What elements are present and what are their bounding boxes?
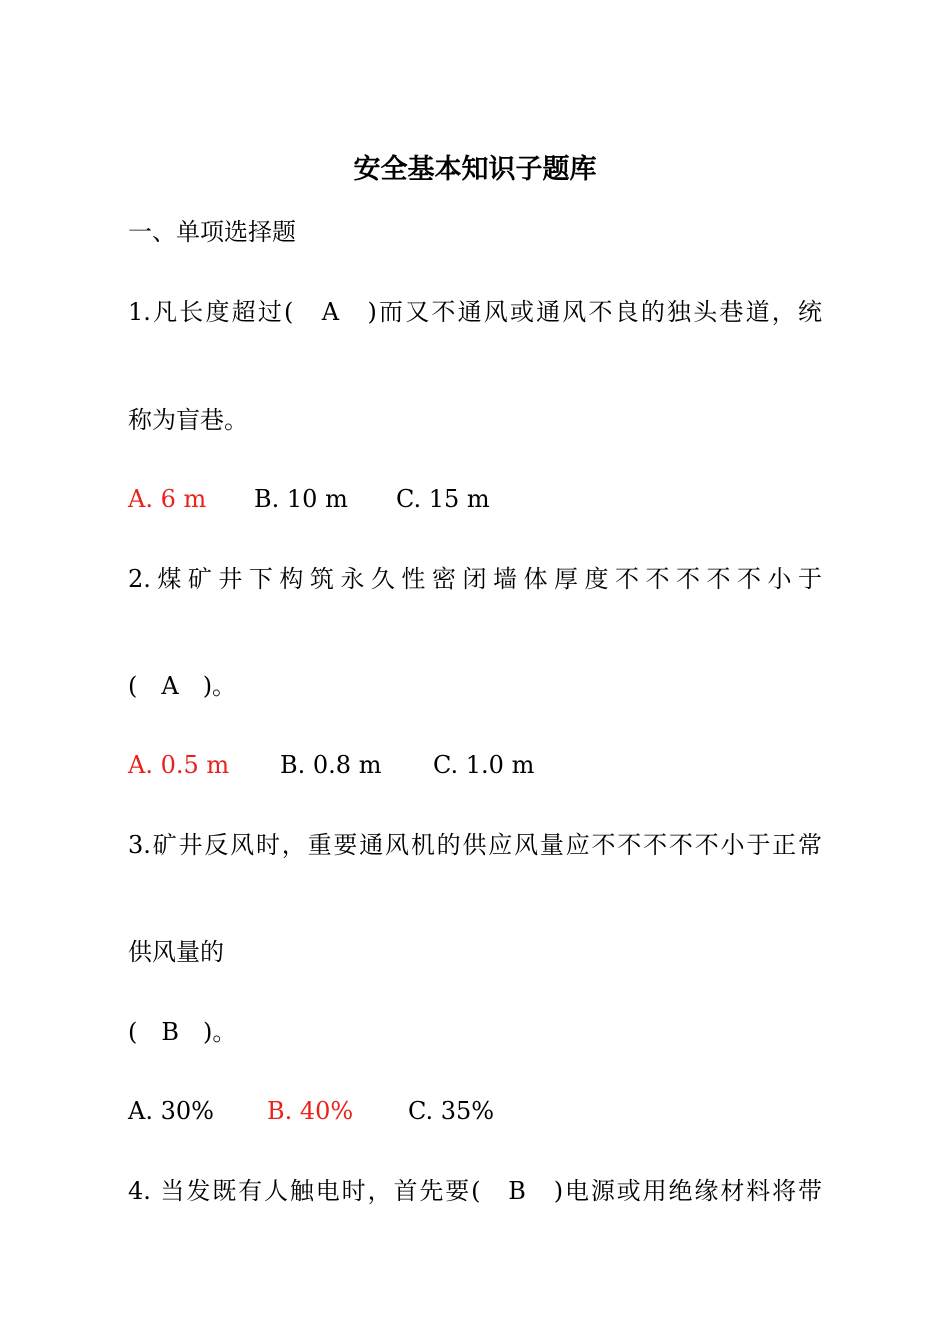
- question-1-option-c: C. 15 m: [396, 485, 490, 513]
- question-1-option-b: B. 10 m: [254, 485, 348, 513]
- question-3-line-1: 3.矿井反风时，重要通风机的供应风量应不不不不不小于正常: [128, 831, 822, 859]
- question-3-option-c: C. 35%: [408, 1097, 495, 1125]
- question-1-line-1: 1.凡长度超过( A )而又不通风或通风不良的独头巷道，统: [128, 298, 822, 326]
- question-2-option-c: C. 1.0 m: [433, 751, 535, 779]
- question-3-option-b: B. 40%: [267, 1097, 354, 1125]
- page-title: 安全基本知识子题库: [353, 154, 597, 186]
- question-2-option-b: B. 0.8 m: [280, 751, 382, 779]
- question-1-option-a: A. 6 m: [128, 485, 207, 513]
- question-2-option-a: A. 0.5 m: [128, 751, 230, 779]
- question-2-line-1: 2.煤矿井下构筑永久性密闭墙体厚度不不不不不小于: [128, 565, 822, 593]
- question-4-line-1: 4. 当发既有人触电时，首先要( B )电源或用绝缘材料将带: [128, 1177, 822, 1205]
- question-3-line-3: ( B )。: [128, 1018, 237, 1046]
- question-1-line-2: 称为盲巷。: [128, 406, 248, 434]
- question-2-line-2: ( A )。: [128, 672, 237, 700]
- section-heading: 一、单项选择题: [128, 218, 296, 246]
- question-3-line-2: 供风量的: [128, 938, 224, 966]
- question-3-option-a: A. 30%: [128, 1097, 214, 1125]
